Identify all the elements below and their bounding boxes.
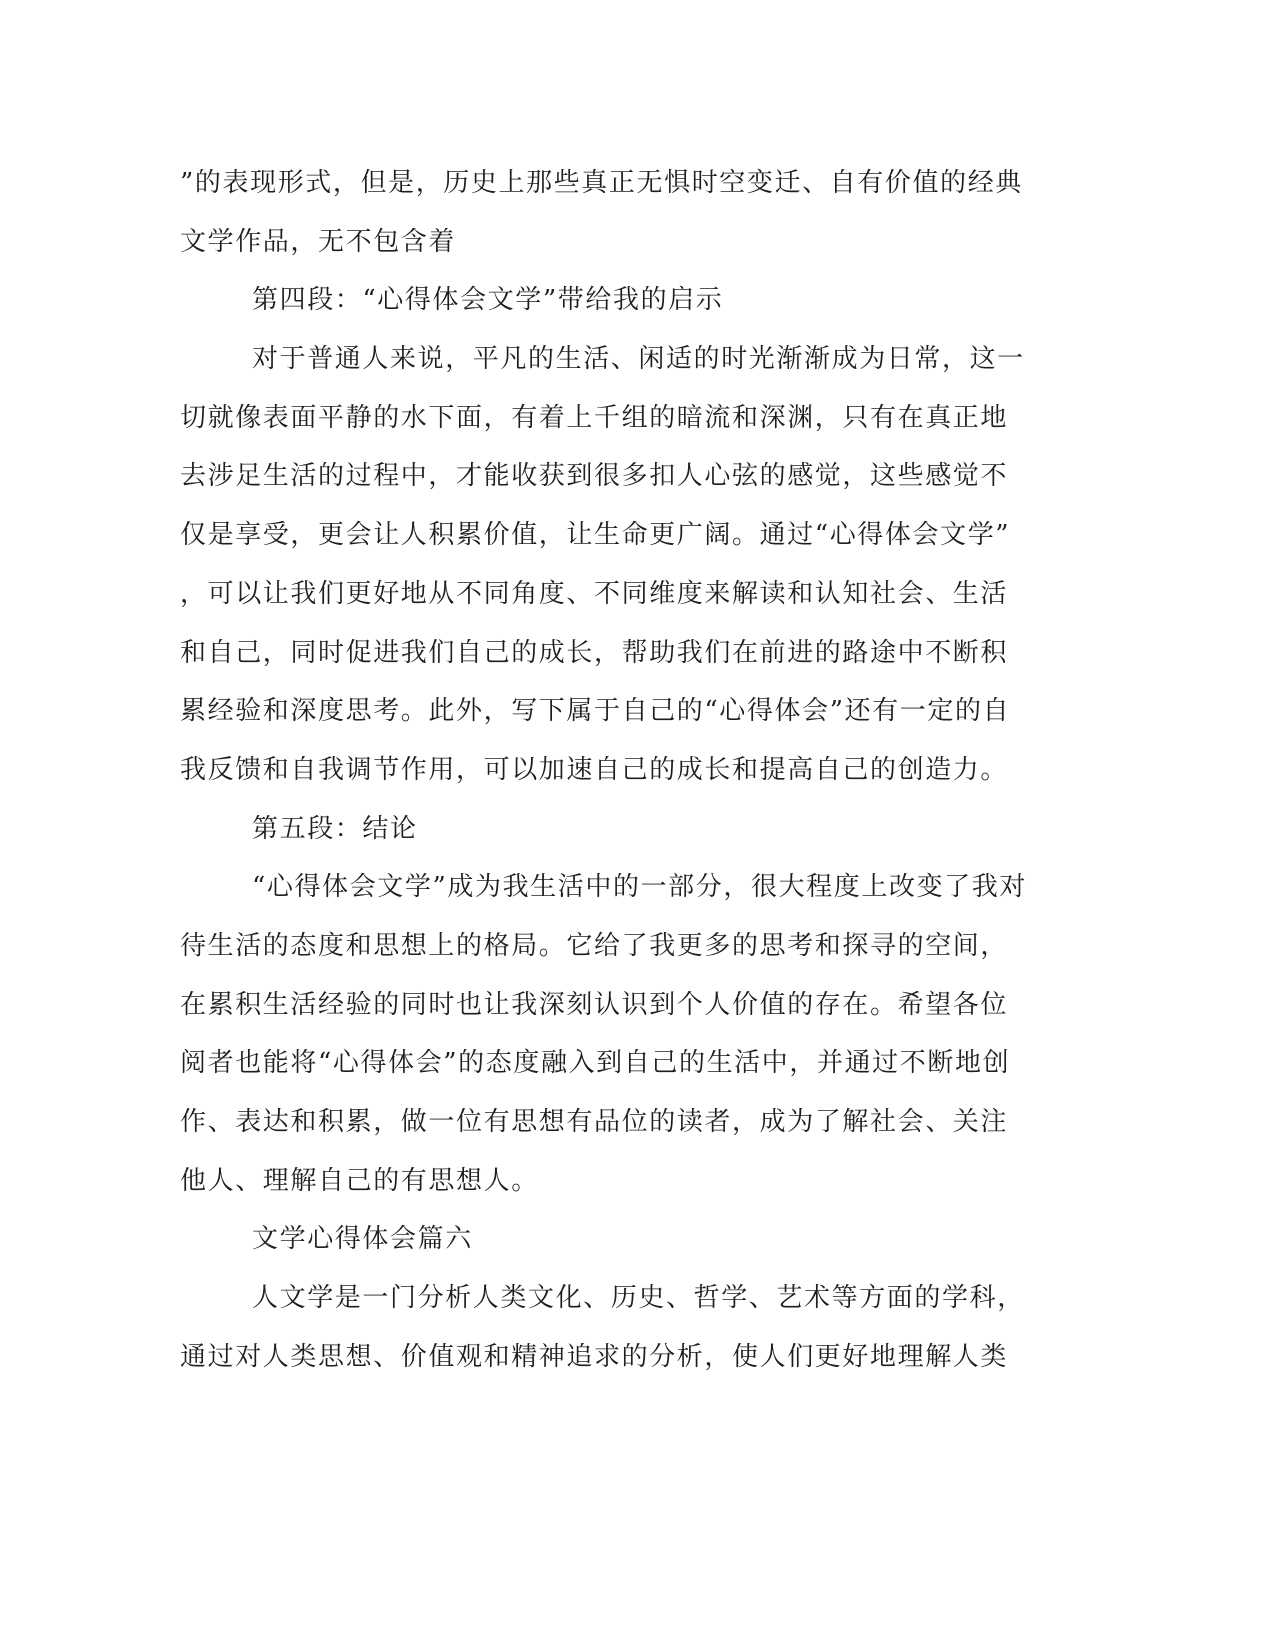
text-line: 在累积生活经验的同时也让我深刻认识到个人价值的存在。希望各位	[180, 989, 1009, 1020]
text-line: 我反馈和自我调节作用，可以加速自己的成长和提高自己的创造力。	[180, 754, 1009, 785]
text-line: 阅者也能将“心得体会”的态度融入到自己的生活中，并通过不断地创	[180, 1048, 1011, 1079]
paragraph-section-4	[180, 330, 1040, 800]
text-line: 切就像表面平静的水下面，有着上千组的暗流和深渊，只有在真正地	[180, 402, 1009, 433]
paragraph-part-6	[180, 1269, 1040, 1386]
text-line: 去涉足生活的过程中，才能收获到很多扣人心弦的感觉，这些感觉不	[180, 461, 1009, 492]
text-line: 仅是享受，更会让人积累价值，让生命更广阔。通过“心得体会文学”	[180, 520, 1011, 551]
text-line: 和自己，同时促进我们自己的成长，帮助我们在前进的路途中不断积	[180, 637, 1009, 668]
section-heading-4	[180, 271, 1040, 330]
text-line: 人文学是一门分析人类文化、历史、哲学、艺术等方面的学科，	[252, 1283, 1025, 1314]
paragraph-continuation	[180, 154, 1040, 271]
section-heading-5	[180, 800, 1040, 859]
text-line: ，可以让我们更好地从不同角度、不同维度来解读和认知社会、生活	[180, 578, 1009, 609]
section-heading-text: 第五段：结论	[252, 813, 418, 844]
paragraph-section-5	[180, 858, 1040, 1210]
article-title-text: 文学心得体会篇六	[252, 1224, 473, 1255]
text-line: 待生活的态度和思想上的格局。它给了我更多的思考和探寻的空间，	[180, 930, 1009, 961]
section-heading-text: 第四段：“心得体会文学”带给我的启示	[252, 285, 724, 316]
text-line: 通过对人类思想、价值观和精神追求的分析，使人们更好地理解人类	[180, 1341, 1009, 1372]
text-line: ”的表现形式，但是，历史上那些真正无惧时空变迁、自有价值的经典	[180, 168, 1023, 198]
text-line: “心得体会文学”成为我生活中的一部分，很大程度上改变了我对	[252, 872, 1027, 903]
document-body	[180, 154, 1040, 1386]
article-title-part-6	[180, 1210, 1040, 1269]
text-line: 对于普通人来说，平凡的生活、闲适的时光渐渐成为日常，这一	[252, 344, 1025, 375]
text-line: 文学作品，无不包含着	[180, 226, 457, 257]
text-line: 作、表达和积累，做一位有思想有品位的读者，成为了解社会、关注	[180, 1107, 1009, 1137]
text-line: 累经验和深度思考。此外，写下属于自己的“心得体会”还有一定的自	[180, 696, 1011, 727]
text-line: 他人、理解自己的有思想人。	[180, 1165, 539, 1196]
